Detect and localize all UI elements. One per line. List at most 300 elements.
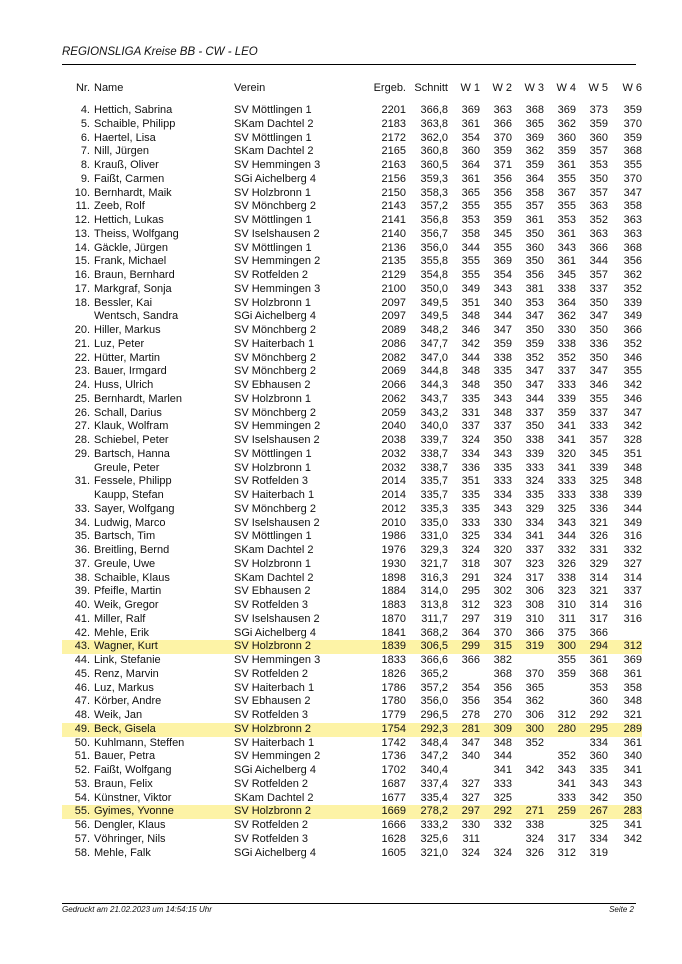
row-w5: 338 [589,489,608,501]
row-w3: 362 [525,145,544,158]
row-rank: 33. [74,502,90,515]
row-schnitt: 349,5 [420,310,448,323]
table-row [62,709,642,723]
row-w4: 353 [557,214,576,226]
row-schnitt: 343,7 [420,392,448,405]
row-w2: 338 [493,351,512,364]
row-verein: SV Hemmingen 3 [234,282,321,295]
row-w1: 299 [448,640,480,654]
row-schnitt: 311,7 [421,612,448,625]
row-w6: 283 [608,805,642,819]
row-w2: 370 [493,626,512,639]
row-w1: 365 [461,186,480,199]
row-ergebnis: 2097 [381,296,406,309]
row-w1: 324 [461,544,480,556]
row-rank: 37. [74,557,90,570]
row-w4: 333 [557,475,576,488]
col-header-nr: Nr. [75,82,90,94]
row-w6: 346 [623,392,642,405]
row-w6: 349 [623,516,642,529]
row-w2: 340 [493,296,512,309]
row-w3: 341 [525,530,544,543]
row-w3: 368 [525,104,544,116]
row-rank: 27. [74,420,90,433]
row-rank: 43. [62,640,94,654]
row-w6: 355 [623,365,642,378]
row-w1: 327 [461,777,480,790]
row-w1: 297 [461,612,480,625]
row-verein: SV Hemmingen 2 [234,750,321,763]
table-row [62,283,642,297]
row-schnitt: 325,6 [420,832,448,845]
row-name: Link, Stefanie [94,654,161,666]
row-w5: 366 [589,626,608,639]
table-row [62,572,642,586]
row-w3: 350 [525,255,544,268]
row-w4: 367 [557,186,576,199]
row-w1: 335 [461,392,480,405]
row-w4: 323 [557,585,576,598]
row-schnitt: 348,4 [420,736,448,749]
row-w5: 352 [589,214,608,226]
row-w6: 370 [623,172,642,185]
row-name: Bernhardt, Maik [94,186,172,199]
row-schnitt: 356,0 [420,241,448,254]
row-w4: 320 [557,447,576,460]
row-w6: 363 [623,227,642,240]
row-w3: 359 [525,159,544,171]
row-verein: SV Möttlingen 1 [234,214,312,226]
col-header-ergeb: Ergeb. [373,82,406,94]
table-row [62,503,642,517]
table-row [62,242,642,256]
row-w5: 361 [589,654,608,666]
row-w4: 312 [557,846,576,859]
row-w6: 361 [623,667,642,680]
col-header-w2: W 2 [492,82,512,94]
row-verein: SV Rotfelden 3 [234,709,308,721]
row-w2: 341 [493,764,512,776]
row-w1: 278 [461,709,480,721]
row-verein: SKam Dachtel 2 [234,544,314,556]
row-verein: SV Haiterbach 1 [234,681,315,694]
row-w4: 359 [557,406,576,419]
row-name: Frank, Michael [94,255,167,268]
row-rank: 50. [74,736,90,749]
row-w4: 345 [557,269,576,281]
row-w3: 337 [525,406,544,419]
row-schnitt: 348,2 [420,324,448,336]
row-w6 [608,847,642,861]
row-w1: 330 [461,819,480,831]
row-w1: 335 [461,489,480,501]
row-w4: 362 [557,310,576,323]
row-w4: 360 [557,131,576,144]
row-name: Greule, Uwe [94,557,156,570]
row-w2: 356 [493,172,512,185]
row-w5: 350 [589,172,608,185]
row-w5: 345 [589,447,608,460]
row-schnitt: 335,4 [420,791,448,804]
row-ergebnis: 1780 [381,695,406,708]
row-rank: 42. [74,626,90,639]
row-w5: 331 [589,544,608,556]
row-w2: 309 [480,723,512,737]
row-w3: 306 [525,585,544,598]
row-name: Pfeifle, Martin [94,585,162,598]
row-w2: 382 [493,654,512,666]
row-rank: 4. [80,104,90,116]
row-rank: 56. [74,819,90,831]
row-ergebnis: 2140 [381,227,406,240]
row-w1: 337 [461,420,480,433]
row-w5: 317 [589,612,608,625]
row-w4: 338 [557,337,576,350]
row-w4: 333 [557,379,576,391]
row-schnitt: 321,7 [420,557,448,570]
row-w6: 342 [623,832,642,845]
row-w6 [608,627,642,641]
row-w4: 355 [557,654,576,666]
row-schnitt: 347,7 [420,337,448,350]
row-schnitt: 358,3 [420,186,448,199]
row-name: Klauk, Wolfram [94,420,169,433]
row-schnitt: 296,5 [420,709,448,721]
row-w5: 295 [576,723,608,737]
row-w2: 354 [493,695,512,708]
row-w5: 314 [589,571,608,584]
row-name: Hiller, Markus [94,324,161,336]
row-rank: 10. [74,186,90,199]
row-name: Theiss, Wolfgang [94,227,179,240]
row-w1: 349 [461,282,480,295]
row-w4: 355 [557,172,576,185]
row-w4: 343 [557,516,576,529]
row-name: Haertel, Lisa [94,131,156,144]
row-w1: 324 [461,434,480,446]
row-w2: 324 [493,846,512,859]
col-header-schnitt: Schnitt [414,82,448,94]
row-name: Miller, Ralf [94,612,146,625]
row-verein: SV Holzbronn 1 [234,392,312,405]
row-ergebnis: 2086 [381,337,406,350]
row-w1: 355 [461,255,480,268]
table-row [62,407,642,421]
row-ergebnis: 1736 [381,750,406,763]
row-verein: SV Möttlingen 1 [234,447,312,460]
row-ergebnis: 2163 [381,159,406,171]
table-row [62,640,642,654]
row-w2: 343 [493,282,512,295]
row-schnitt: 335,0 [420,516,448,529]
row-w6: 341 [623,764,642,776]
row-ergebnis: 2143 [381,200,406,213]
row-w2: 356 [493,681,512,694]
row-name: Greule, Peter [94,461,160,474]
row-w3: 342 [525,764,544,776]
row-schnitt: 357,2 [420,681,448,694]
row-w2: 343 [493,392,512,405]
row-w2: 292 [480,805,512,819]
row-w2: 345 [493,227,512,240]
row-w3: 337 [525,544,544,556]
row-w1 [448,668,480,682]
row-w3: 344 [525,392,544,405]
row-w2: 350 [493,379,512,391]
row-schnitt: 337,4 [420,777,448,790]
row-ergebnis: 1677 [381,791,406,804]
row-verein: SGi Aichelberg 4 [234,764,316,776]
row-w6: 370 [623,117,642,130]
row-rank: 13. [74,227,90,240]
row-w6: 350 [623,791,642,804]
row-w1: 325 [461,530,480,543]
row-w3: 347 [525,310,544,323]
row-name: Sayer, Wolfgang [94,502,175,515]
row-verein: SV Möttlingen 1 [234,131,312,144]
row-w5: 366 [589,241,608,254]
row-w6: 347 [623,186,642,199]
row-w5: 319 [589,846,608,859]
row-w3: 323 [525,557,544,570]
row-w1: 327 [461,791,480,804]
row-schnitt: 344,3 [420,379,448,391]
row-w5: 267 [576,805,608,819]
row-w3: 352 [525,351,544,364]
table-row [62,104,642,118]
row-ergebnis: 2012 [381,502,406,515]
row-name: Huss, Ulrich [94,379,154,391]
row-rank: 34. [74,516,90,529]
table-row [62,489,642,503]
row-rank: 54. [74,791,90,804]
row-rank: 48. [74,709,90,721]
row-ergebnis: 2040 [381,420,406,433]
row-w1: 333 [461,516,480,529]
row-name: Mehle, Falk [94,846,151,859]
row-schnitt: 347,2 [420,750,448,763]
row-w5: 336 [589,502,608,515]
table-row [62,420,642,434]
row-ergebnis: 2010 [381,516,406,529]
row-w6: 352 [623,282,642,295]
row-w4: 343 [557,241,576,254]
row-name: Weik, Jan [94,709,143,721]
row-schnitt: 335,7 [420,475,448,488]
row-w1: 361 [461,117,480,130]
row-name: Zeeb, Rolf [94,200,145,213]
row-verein: SV Mönchberg 2 [234,351,316,364]
row-w2: 307 [493,557,512,570]
row-ergebnis: 2201 [381,104,406,116]
row-w3: 365 [525,117,544,130]
row-w3: 359 [525,337,544,350]
row-w3: 338 [525,819,544,831]
row-ergebnis: 2014 [381,489,406,501]
row-ergebnis: 2089 [381,324,406,336]
row-schnitt: 314,0 [420,585,448,598]
row-w5: 350 [589,324,608,336]
row-rank: 6. [80,131,90,144]
row-w5: 333 [589,420,608,433]
row-w5: 363 [589,227,608,240]
row-verein: SGi Aichelberg 4 [234,626,316,639]
row-name: Fessele, Philipp [94,475,172,488]
row-w2: 343 [493,447,512,460]
row-schnitt: 292,3 [406,723,448,737]
row-w4: 352 [557,750,576,763]
row-rank: 47. [74,695,90,708]
row-w5: 346 [589,379,608,391]
row-w3: 350 [525,420,544,433]
row-w3: 366 [525,626,544,639]
row-w5: 347 [589,365,608,378]
row-w1: 318 [461,557,480,570]
row-w4: 325 [557,502,576,515]
row-verein: SV Haiterbach 1 [234,337,315,350]
row-ergebnis: 1786 [381,681,406,694]
col-header-w4: W 4 [556,82,576,94]
row-verein: SKam Dachtel 2 [234,791,314,804]
table-row [62,187,642,201]
row-schnitt: 355,8 [420,255,448,268]
row-w5: 360 [589,131,608,144]
row-rank: 52. [74,764,90,776]
row-w3: 317 [525,571,544,584]
table-row [62,145,642,159]
row-ergebnis: 1986 [381,530,406,543]
row-verein: SKam Dachtel 2 [234,145,314,158]
row-w5: 314 [589,599,608,611]
row-rank: 26. [74,406,90,419]
row-w2: 323 [493,599,512,611]
row-ergebnis: 1884 [381,585,406,598]
row-w2: 330 [493,516,512,529]
row-w3: 326 [525,846,544,859]
row-schnitt: 366,8 [420,104,448,116]
table-row [62,173,642,187]
row-w6: 359 [623,131,642,144]
row-rank: 24. [74,379,90,391]
row-w5: 357 [589,269,608,281]
row-w3: 350 [525,227,544,240]
row-rank: 38. [74,571,90,584]
row-ergebnis: 2150 [381,186,406,199]
row-w6: 342 [623,379,642,391]
row-w2: 369 [493,255,512,268]
row-schnitt: 360,8 [420,145,448,158]
row-w3: 350 [525,324,544,336]
row-name: Hütter, Martin [94,351,161,364]
row-w2: 354 [493,269,512,281]
row-verein: SV Ebhausen 2 [234,379,311,391]
row-w3: 271 [512,805,544,819]
row-w1: 364 [461,626,480,639]
row-w6: 343 [623,777,642,790]
row-rank: 46. [74,681,90,694]
row-w4: 359 [557,145,576,158]
row-schnitt: 333,2 [420,819,448,831]
table-row [62,668,642,682]
table-row [62,132,642,146]
row-w4: 343 [557,764,576,776]
row-ergebnis: 2032 [381,461,406,474]
table-row [62,297,642,311]
row-w6: 328 [623,434,642,446]
row-verein: SV Iselshausen 2 [234,434,320,446]
row-w4: 362 [557,117,576,130]
row-w5: 350 [589,351,608,364]
row-rank: 49. [62,723,94,737]
row-w1: 358 [461,227,480,240]
row-w3: 356 [525,269,544,281]
row-w3: 339 [525,447,544,460]
row-verein: SV Iselshausen 2 [234,516,320,529]
row-w4: 344 [557,530,576,543]
row-name: Faißt, Carmen [94,172,165,185]
row-w6: 349 [623,310,642,323]
row-ergebnis: 1898 [381,571,406,584]
row-rank: 57. [74,832,90,845]
row-ergebnis: 1870 [381,612,406,625]
row-w4 [544,682,576,696]
row-w5: 360 [589,750,608,763]
row-rank: 17. [74,282,90,295]
table-row [62,118,642,132]
row-verein: SV Mönchberg 2 [234,502,316,515]
row-w1: 354 [461,131,480,144]
row-w5: 357 [589,434,608,446]
table-row [62,324,642,338]
row-w2: 335 [493,461,512,474]
row-w1: 297 [448,805,480,819]
table-row [62,338,642,352]
row-w1: 334 [461,447,480,460]
row-w3: 347 [525,379,544,391]
row-rank: 35. [74,530,90,543]
row-w6: 355 [623,159,642,171]
row-schnitt: 354,8 [420,269,448,281]
row-w5: 325 [589,475,608,488]
row-w5: 373 [589,104,608,116]
row-w6: 337 [623,585,642,598]
row-verein: SV Hemmingen 2 [234,255,321,268]
col-header-w1: W 1 [460,82,480,94]
row-name: Bessler, Kai [94,296,153,309]
row-rank: 9. [80,172,90,185]
row-ergebnis: 2032 [381,447,406,460]
row-w6: 348 [623,475,642,488]
row-w3: 306 [525,709,544,721]
row-name: Bartsch, Tim [94,530,156,543]
row-ergebnis: 2014 [381,475,406,488]
row-w4: 333 [557,489,576,501]
row-w2: 348 [493,406,512,419]
row-rank: 40. [74,599,90,611]
row-w1: 291 [461,571,480,584]
row-verein: SV Möttlingen 1 [234,530,312,543]
row-verein: SV Ebhausen 2 [234,585,311,598]
row-rank: 11. [75,200,90,213]
row-name: Nill, Jürgen [94,145,150,158]
row-w2: 324 [493,571,512,584]
row-ergebnis: 2066 [381,379,406,391]
row-ergebnis: 1742 [381,736,406,749]
col-header-w5: W 5 [588,82,608,94]
row-w5: 326 [589,530,608,543]
row-rank: 7. [80,145,90,158]
row-verein: SV Hemmingen 3 [234,159,321,171]
